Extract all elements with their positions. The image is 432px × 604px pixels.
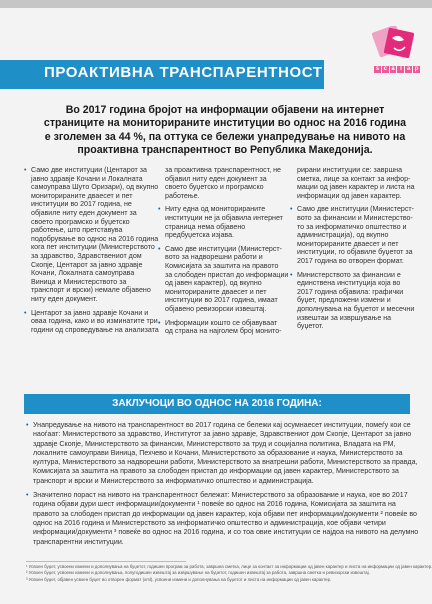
- text-line: • Само две институции (Центарот за: [31, 166, 147, 174]
- text-line: 2017 година објавила: графички: [297, 287, 404, 296]
- text-line: • Министерството за финансии е: [297, 270, 401, 279]
- footnote: ¹ Усвоен буџет, усвоени измени и дополнувања на буџетот, годишен програм за работа, завршна сметка, лице за контакт за информации од јавен карактер и листа на информации од јавен карактер.: [26, 564, 432, 569]
- text-line: мониторираните дваесет и пет: [297, 239, 399, 248]
- findings-column-2: [158, 166, 289, 341]
- text-line: • Информации кошто се објавуваат: [165, 318, 278, 327]
- footnote: ² Усвоен буџет, усвоени измени и дополнувања, полугодишен извештај за извршување на буџетот, годишен извештај за работа, завршна сметка и ревизорски извештај.: [26, 570, 370, 576]
- text-line: години од спроведување на анализата: [31, 325, 159, 334]
- text-line: наоѓаат: Министерството за здравство, Институтот за јавно здравје, Здравствениот дом Скопје, Центарот за јавно: [33, 430, 412, 439]
- text-line: институции, го објавиле буџетот за: [297, 248, 413, 257]
- finding-bullet: [158, 244, 289, 314]
- conclusions-banner: [24, 394, 410, 414]
- text-line: година објави дури шест информации/документи ¹ повеќе во однос на 2016 година, Комисијата за заштита на: [33, 500, 396, 509]
- text-line: информации/документи ³ повеќе во однос на 2016 година, и со тоа овие институции се најдоа на нивото на делумно: [33, 528, 419, 537]
- text-line: култура, Министерството за надворешни работи, Министерството за внатрешни работи, Министерството за правда,: [33, 458, 418, 467]
- text-line: јавно здравје Кочани и Локалната: [31, 174, 143, 183]
- logo-wordmark: [374, 66, 420, 73]
- findings-column-1: [24, 166, 159, 339]
- text-line: 2017 година во отворен формат.: [297, 256, 404, 265]
- text-line: единствена институција која во: [297, 279, 401, 288]
- text-line: буџет, предложени измени и: [297, 296, 391, 305]
- conclusions-section: [26, 421, 419, 552]
- text-line: Комисијата за заштита на правото: [165, 261, 279, 270]
- footnotes: [26, 564, 432, 583]
- intro-line: Во 2017 година бројот на информации објавени на интернет: [65, 104, 385, 116]
- text-line: • Само две институции (Министерст-: [165, 244, 283, 253]
- text-line: ниту еден документ.: [31, 294, 98, 303]
- text-line: мониторираните дваесет и пет: [165, 287, 267, 296]
- intro-line: е зголемен за 44 %, па оттука се бележи унапредување на нивото на: [44, 130, 406, 143]
- text-line: сметка, лице за контакт за инфор-: [297, 174, 411, 183]
- text-line: објавено ревизорски извештај.: [165, 304, 267, 313]
- continued-text: [158, 166, 284, 200]
- text-line: Виница и Министерството за: [31, 277, 127, 286]
- logo-letter: s: [375, 66, 380, 72]
- organization-logo-icon: [372, 26, 418, 66]
- text-line: за проактивна транспарентност, не: [165, 166, 281, 174]
- text-line: предбуџетска изјава.: [165, 231, 235, 240]
- text-line: од јавен карактер), од вкупно: [165, 279, 262, 288]
- text-line: здравје Скопје, Министерството за финансии, Министерството за труд и социјална политика, Владата на РМ,: [33, 439, 396, 448]
- text-line: објавил ниту еден документ за: [165, 174, 267, 183]
- text-line: • Центарот за јавно здравје Кочани и: [31, 308, 149, 317]
- text-line: мониторираните дваесет и пет: [31, 191, 133, 200]
- text-line: работење, што претставува: [31, 226, 123, 235]
- text-line: Кочани, Локалната самоуправа: [31, 269, 135, 278]
- text-line: однос на 2016 година и Министерството за информатичко општество и администрација, кое објави четири: [33, 518, 386, 527]
- text-line: подобрување во однос на 2016 година: [31, 234, 159, 243]
- text-line: институции не ја објавила интернет: [165, 213, 283, 222]
- text-line: своето буџетско и програмско: [165, 183, 264, 192]
- logo-letter: c: [383, 66, 387, 72]
- text-line: работење.: [165, 191, 200, 200]
- text-line: транспарентни институции.: [33, 537, 124, 546]
- findings-columns: [24, 166, 416, 390]
- footnote-separator: [26, 561, 186, 562]
- continued-text: [290, 166, 416, 200]
- text-line: правото за слободен пристап до информации од јавен карактер, која објави пет информации/документи ² повеќе во: [33, 509, 417, 518]
- title-banner: [0, 60, 324, 89]
- finding-bullet: [290, 271, 416, 331]
- logo-letter: a: [391, 66, 395, 72]
- intro-statement: [36, 104, 414, 158]
- conclusions-title: ЗАКЛУЧОЦИ ВО ОДНОС НА 2016 ГОДИНА:: [112, 398, 322, 409]
- text-line: • Само две институции (Министерст-: [297, 205, 415, 214]
- text-line: дополнувања на буџетот и месечни: [297, 304, 415, 313]
- finding-bullet: [24, 308, 159, 335]
- conclusion-bullet: [26, 421, 416, 486]
- text-line: локалните самоуправи Виница, Пехчево и Кочани, Министерството за образование и наука, Министерството за: [33, 448, 403, 457]
- text-line: вото за надворешни работи и: [165, 253, 263, 262]
- text-line: самоуправа Шуто Оризари), од вкупно: [31, 183, 159, 192]
- text-line: буџетот.: [297, 322, 324, 331]
- text-line: рирани институции се: завршна: [297, 166, 403, 174]
- text-line: администрација), од вкупно: [297, 231, 389, 240]
- text-line: транспорт и врски и Министерството за информатичко општество и администрација.: [33, 476, 314, 485]
- text-line: објавиле ниту еден документ за: [31, 208, 137, 217]
- text-line: то за информатичко општество и: [297, 222, 407, 231]
- text-line: за слободен пристап до информации: [165, 270, 289, 279]
- text-line: транспорт и врски) немале објавено: [31, 286, 151, 295]
- text-line: извештаи за извршување на: [297, 313, 392, 322]
- finding-bullet: [158, 319, 284, 336]
- text-line: страница нема објавено: [165, 222, 246, 231]
- text-line: Комисијата за заштита на правото за слободен пристап до информации од јавен карактер, Министерството за: [33, 467, 399, 476]
- page-title: ПРОАКТИВНА ТРАНСПАРЕНТНОСТ: [44, 64, 323, 81]
- logo-letter: a: [407, 66, 411, 72]
- text-line: • Унапредување на нивото на транспарентност во 2017 година се бележи кај осумнаесет институции, помеѓу кои се: [33, 421, 411, 429]
- text-line: мации од јавен карактер и листа на: [297, 183, 415, 192]
- text-line: вото за финансии и Министерство-: [297, 213, 413, 222]
- text-line: институции во 2017 година, имаат: [165, 296, 278, 305]
- intro-line: страниците на мониторираните институции во однос на 2016 година: [43, 117, 407, 130]
- text-line: институции во 2017 година, не: [31, 200, 132, 209]
- footnote: ³ Усвоен буџет, објавен усвоен буџет во отворен формат (xml), усвоени измени и дополнувања на буџетот и листа на информации од јавен карактер.: [26, 576, 332, 582]
- finding-bullet: [290, 205, 416, 265]
- conclusion-bullet: [26, 491, 419, 547]
- logo-letter: p: [414, 66, 419, 72]
- text-line: • Значително пораст на нивото на транспарентност бележат: Министерството за образование и наука, кое во 2017: [33, 491, 408, 500]
- text-line: оваа година, како и во изминатите три: [31, 317, 158, 326]
- text-line: кога пет институции (Министерството: [31, 243, 155, 252]
- logo-letter: l: [397, 66, 404, 73]
- text-line: за здравство, Здравствениот дом: [31, 251, 142, 260]
- findings-column-3: [290, 166, 416, 336]
- text-line: информации од јавен карактер.: [297, 191, 402, 200]
- text-line: • Ниту една од мониторираните: [165, 205, 266, 214]
- intro-line: проактивна транспарентност во Република Македонија.: [77, 144, 373, 157]
- text-line: своето програмско и буџетско: [31, 217, 130, 226]
- finding-bullet: [158, 205, 284, 239]
- text-line: Скопје, Центарот за јавно здравје: [31, 260, 143, 269]
- text-line: од страна на најголем број монито-: [165, 327, 282, 336]
- top-stripe: [0, 0, 432, 8]
- finding-bullet: [24, 166, 159, 304]
